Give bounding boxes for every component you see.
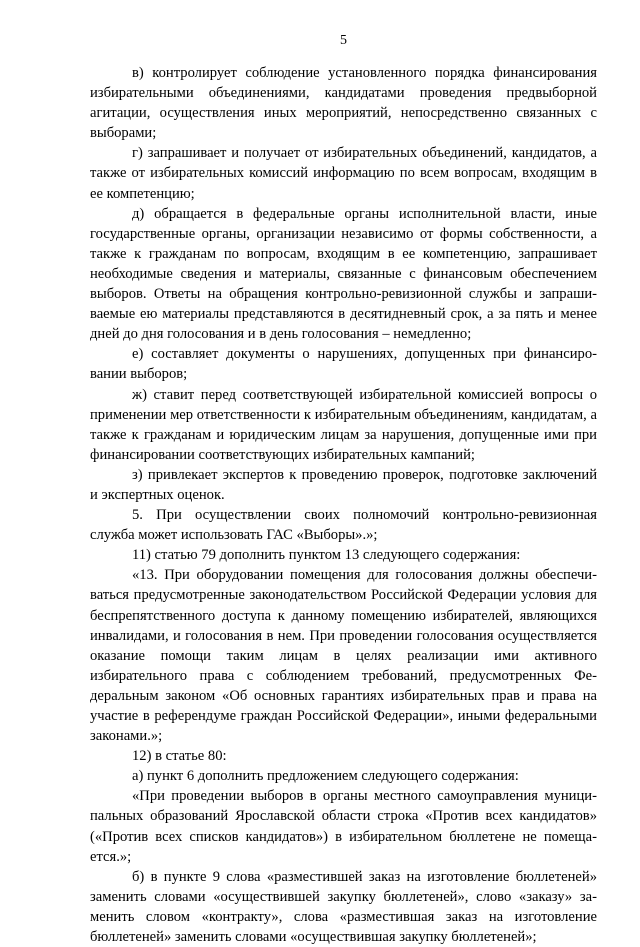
- paragraph-item-e: е) составляет документы о нарушениях, допущенных при финансировании выборов;: [90, 346, 597, 383]
- paragraph-item-z: з) привлекает экспертов к проведению проверок, подготовке заключений и экспертных оценок.: [90, 466, 597, 503]
- paragraph-point-13: «13. При оборудовании помещения для голосования должны обеспечиваться предусмотренные законодательством Российской Федерации условия для беспрепятственного доступа к данному помещению избирателей, являющихся инвалидами, и голосования в нем. При проведении голосования осуществляется оказание помощи таким лицам в целях реализации ими активного избирательного права с соблюдением требований, предусмотренных Федеральным законом «Об основных гарантиях избирательных прав и права на участие в референдуме граждан Российской Федерации», иными федеральными законами.»;: [90, 567, 597, 745]
- paragraph-item-v: в) контролирует соблюдение установленного порядка финансирования избирательными объединениями, кандидатами проведения предвыборной агитации, осуществления иных мероприятий, непосредственно связанных с выборами;: [90, 65, 597, 142]
- paragraph-quote-sub-a: «При проведении выборов в органы местного самоуправления муниципальных образований Ярославской области строка «Против всех кандидатов» («Против всех списков кандидатов») в избирательном бюллетене не помещается.»;: [90, 788, 597, 865]
- paragraph-amendment-11: 11) статью 79 дополнить пунктом 13 следующего содержания:: [132, 547, 521, 564]
- paragraph-item-zh: ж) ставит перед соответствующей избирательной комиссией вопросы о применении мер ответственности к избирательным объединениям, кандидатам, а также к гражданам и юридическим лицам за нарушения, допущенные ими при финансировании соответствующих избирательных кампаний;: [90, 386, 597, 463]
- paragraph-item-d: д) обращается в федеральные органы исполнительной власти, иные государственные органы, организации независимо от формы собственности, а также к гражданам по вопросам, входящим в ее компетенцию, запрашивает необходимые сведения и материалы, связанные с финансовым обеспечением выборов. Ответы на обращения контрольно-ревизионной службы и запрашиваемые ею материалы представляются в десятидневный срок, а за пять и менее дней до дня голосования и в день голосования – немедленно;: [90, 205, 597, 343]
- paragraph-sub-b: б) в пункте 9 слова «разместившей заказ на изготовление бюллетеней» заменить словами «осуществившей закупку бюллетеней», слово «заказу» заменить словом «контракту», слова «разместившая заказ на изготовление бюллетеней» заменить словами «осуществившая закупку бюллетеней»;: [90, 868, 597, 946]
- page-number: 5: [340, 33, 347, 48]
- document-body: [90, 63, 597, 947]
- paragraph-item-g: г) запрашивает и получает от избирательных объединений, кандидатов, а также от избирательных комиссий информацию по всем вопросам, входящим в ее компетенцию;: [90, 145, 597, 202]
- paragraph-point-5: 5. При осуществлении своих полномочий контрольно-ревизионная служба может использовать ГАС «Выборы».»;: [90, 507, 597, 544]
- paragraph-amendment-12: 12) в статье 80:: [132, 748, 227, 765]
- paragraph-sub-a: а) пункт 6 дополнить предложением следующего содержания:: [132, 768, 519, 785]
